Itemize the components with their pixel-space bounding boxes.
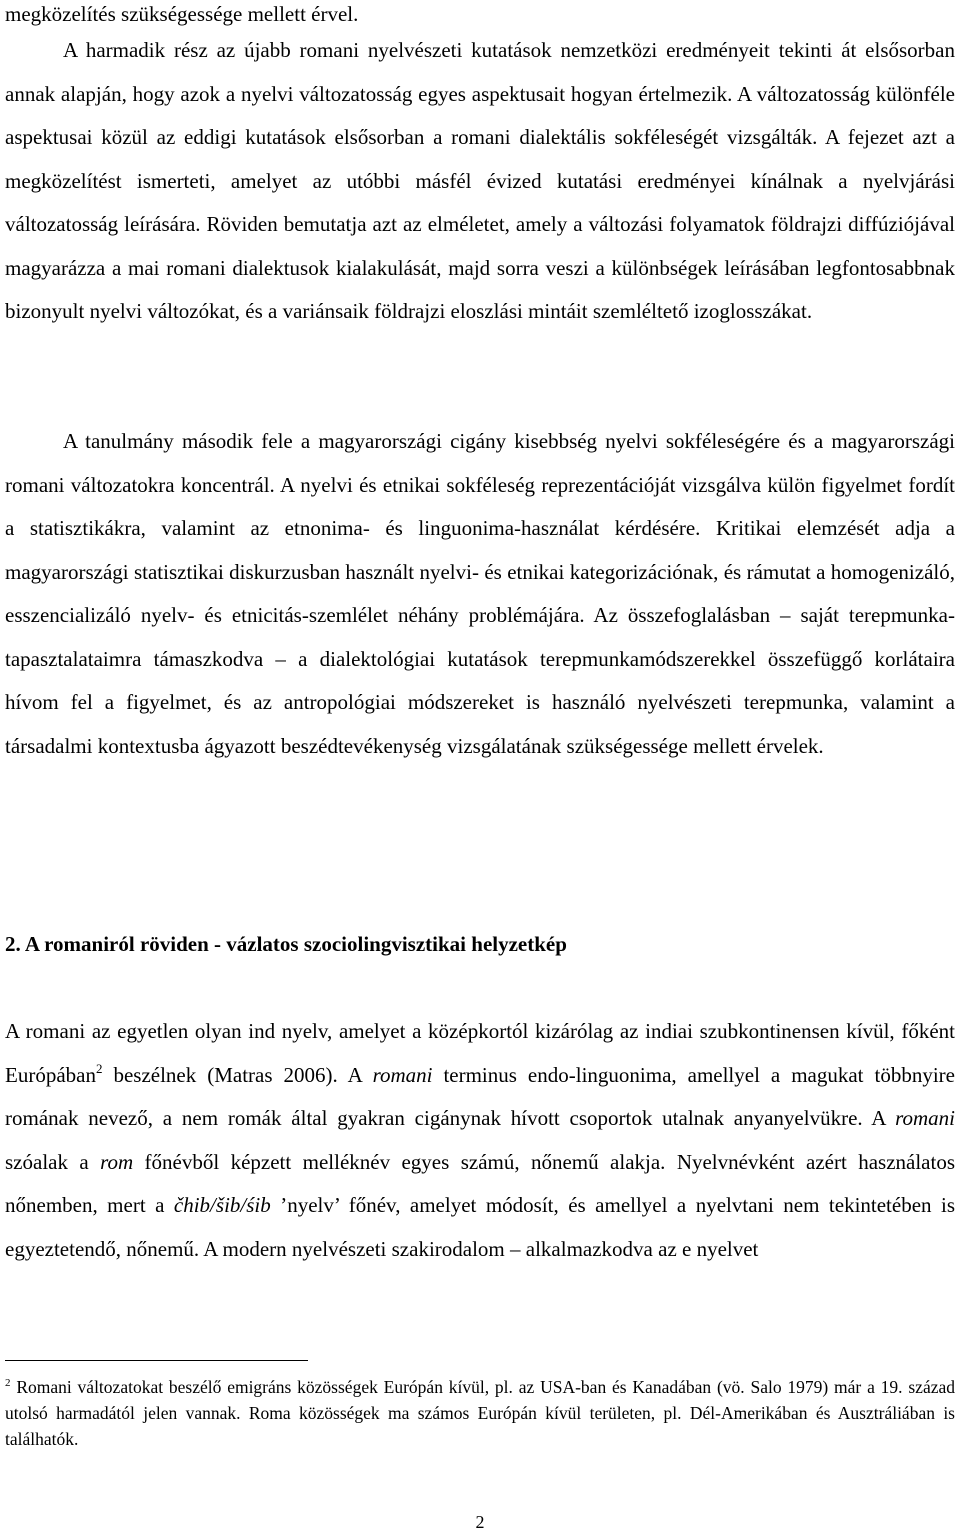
- text-run: terminus endo-linguonima, amellyel a magukat többnyire romának nevező, a nem romák által gyakran cigánynak hívott csoportok utalnak anyanyelvükre. A: [5, 1062, 955, 1130]
- footnote-separator: [5, 1360, 308, 1361]
- text-run: főnévből képzett melléknév egyes számú, nőnemű alakja. Nyelvnévként azért használatos nőnemben, mert a: [5, 1149, 955, 1217]
- page-number: 2: [475, 1512, 485, 1532]
- italic-term: rom: [100, 1149, 134, 1174]
- text-run: beszélnek (Matras 2006). A: [102, 1062, 373, 1087]
- footnote-number: 2: [5, 1377, 11, 1389]
- footnote-reference[interactable]: 2: [95, 1060, 103, 1076]
- footnote: [5, 1374, 955, 1452]
- text-run: szóalak a: [5, 1149, 101, 1174]
- section-heading: 2. A romaniról röviden - vázlatos szociolingvisztikai helyzetkép: [5, 932, 567, 956]
- italic-term: romani: [895, 1106, 955, 1130]
- italic-term: čhib/šib/śib: [173, 1193, 271, 1217]
- italic-term: romani: [372, 1062, 433, 1087]
- paragraph-third-part: A harmadik rész az újabb romani nyelvészeti kutatások nemzetközi eredményeit tekinti át elsősorban annak alapján, hogy azok a nyelvi változatosság egyes aspektusait hogyan értelmezik. A változatosság különféle aspektusai közül az eddigi kutatások elsősorban a romani dialektális sokféleségét vizsgálták. A fejezet azt a megközelítést ismerteti, amelyet az utóbbi másfél évized kutatási eredményei kínálnak a nyelvjárási változatosság leírására. Röviden bemutatja azt az elméletet, amely a változási folyamatok földrajzi diffúziójával magyarázza a mai romani dialektusok kialakulását, majd sorra veszi a különbségek leírásában legfontosabbnak bizonyult nyelvi változókat, és a variánsaik földrajzi eloszlási mintáit szemléltető izoglosszákat.: [5, 38, 955, 323]
- paragraph-second-half: A tanulmány második fele a magyarországi cigány kisebbség nyelvi sokféleségére és a magyarországi romani változatokra koncentrál. A nyelvi és etnikai sokféleség reprezentációját vizsgálva külön figyelmet fordít a statisztikákra, valamint az etnonima- és linguonima-használat kérdésére. Kritikai elemzését adja a magyarországi statisztikai diskurzusban használt nyelvi- és etnikai kategorizációnak, és rámutat a homogenizáló, esszencializáló nyelv- és etnicitás-szemlélet néhány problémájára. Az összefoglalásban – saját terepmunka-tapasztalataimra támaszkodva – a dialektológiai kutatások terepmunkamódszerekkel összefüggő korlátaira hívom fel a figyelmet, és az antropológiai módszereket is használó nyelvészeti terepmunka, valamint a társadalmi kontextusba ágyazott beszédtevékenység vizsgálatának szükségessége mellett érvelek.: [5, 429, 955, 758]
- paragraph-continuation: megközelítés szükségessége mellett érvel.: [5, 2, 359, 26]
- text-run: A romani az egyetlen olyan ind nyelv, amelyet a középkortól kizárólag az indiai szubkontinensen kívül, főként Európában: [5, 1019, 955, 1087]
- paragraph-romani-intro: [5, 1010, 955, 1271]
- footnote-text: Romani változatokat beszélő emigráns közösségek Európán kívül, pl. az USA-ban és Kanadában (vö. Salo 1979) már a 19. század utolsó harmadától jelen vannak. Roma közösségek ma számos Európán kívül területen, pl. Dél-Amerikában és Ausztráliában is találhatók.: [5, 1377, 955, 1449]
- text-run: ’nyelv’ főnév, amelyet módosít, és amellyel a nyelvtani nem tekintetében is egyeztetendő, nőnemű. A modern nyelvészeti szakirodalom – alkalmazkodva az e nyelvet: [5, 1193, 956, 1261]
